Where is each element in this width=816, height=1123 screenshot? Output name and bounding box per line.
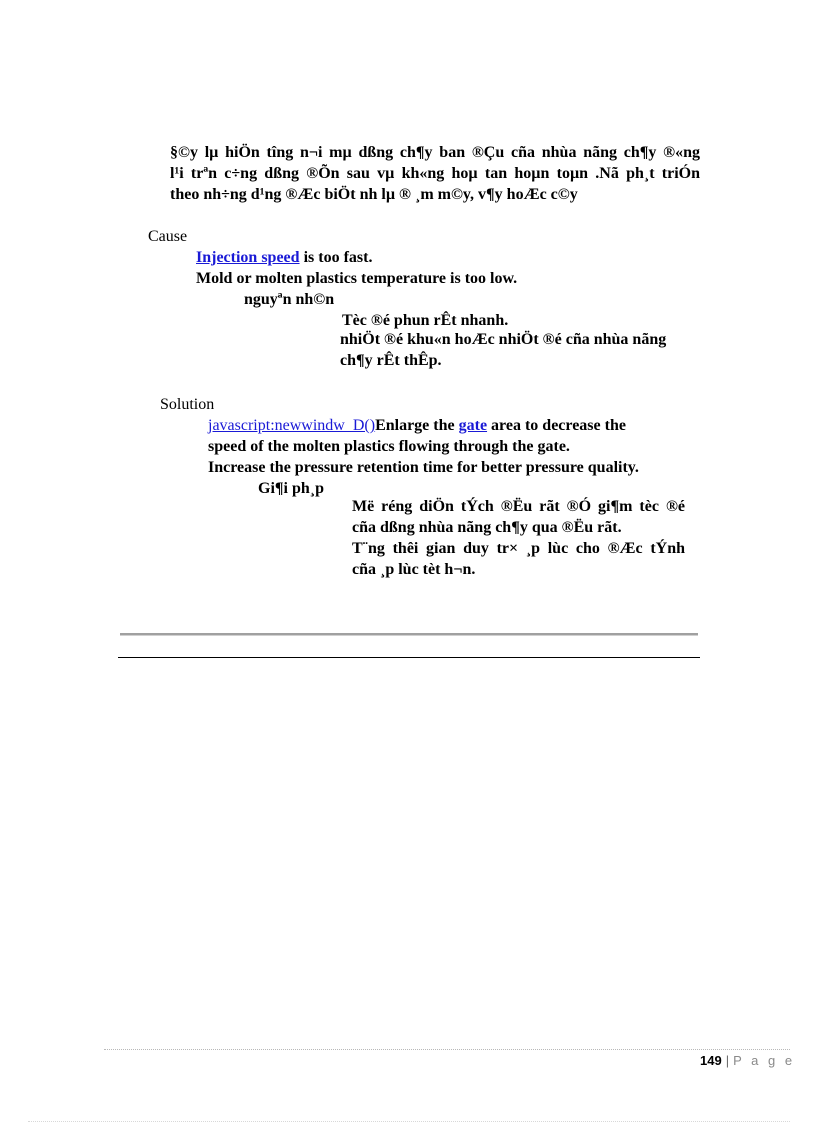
solution-vn-heading: Gi¶i ph¸p (258, 480, 324, 497)
cause-vn-line-2: nhiÖt ®é khu«n hoÆc nhiÖt ®é cña nhùa nãng (340, 331, 667, 348)
cause-line-1 (196, 247, 372, 268)
solution-line-1-text-b: area to decrease the (487, 417, 626, 434)
gate-link[interactable]: gate (458, 417, 488, 434)
intro-line-2: l¹i trªn c÷ng dßng ®Õn sau vµ kh«ng hoµ tan hoµn toµn .Nã ph¸t triÓn (170, 165, 700, 182)
solution-line-3: Increase the pressure retention time for better pressure quality. (208, 459, 639, 476)
solution-vn-line-2: cña dßng nhùa nãng ch¶y qua ®Ëu rãt. (352, 519, 622, 536)
cause-line-1-text: is too fast. (299, 249, 373, 266)
injection-speed-link[interactable]: Injection speed (196, 249, 300, 266)
solution-line-1 (208, 415, 626, 436)
javascript-link[interactable]: javascript:newwindw_D() (208, 417, 376, 434)
cause-line-2: Mold or molten plastics temperature is too low. (196, 270, 518, 287)
solution-vn-line-1: Më réng diÖn tÝch ®Ëu rãt ®Ó gi¶m tèc ®é (352, 498, 685, 515)
cause-vn-heading: nguyªn nh©n (244, 291, 335, 308)
divider-line (118, 657, 700, 658)
bottom-border (28, 1121, 790, 1122)
solution-vn-line-4: cña ¸p lùc tèt h¬n. (352, 561, 476, 578)
page-footer (700, 1052, 795, 1070)
solution-heading: Solution (160, 396, 215, 413)
page-label: P a g e (733, 1053, 796, 1068)
solution-line-2: speed of the molten plastics flowing through the gate. (208, 438, 570, 455)
intro-line-3: theo nh÷ng d¹ng ®Æc biÖt nh lµ ® ¸m m©y, v¶y hoÆc c©y (170, 186, 578, 203)
cause-vn-line-3: ch¶y rÊt thÊp. (340, 352, 442, 369)
cause-vn-line-1: Tèc ®é phun rÊt nhanh. (342, 312, 509, 329)
solution-line-1-text-a: Enlarge the (375, 417, 459, 434)
footer-divider (104, 1049, 790, 1050)
intro-line-1: §©y lµ hiÖn tîng n¬i mµ dßng ch¶y ban ®Çu cña nhùa nãng ch¶y ®«ng (170, 144, 700, 161)
cause-heading: Cause (148, 228, 188, 245)
page-number: 149 (700, 1053, 722, 1068)
footer-separator: | (725, 1053, 730, 1068)
divider-double (120, 633, 698, 636)
solution-vn-line-3: T¨ng thêi gian duy tr× ¸p lùc cho ®Æc tÝnh (352, 540, 685, 557)
